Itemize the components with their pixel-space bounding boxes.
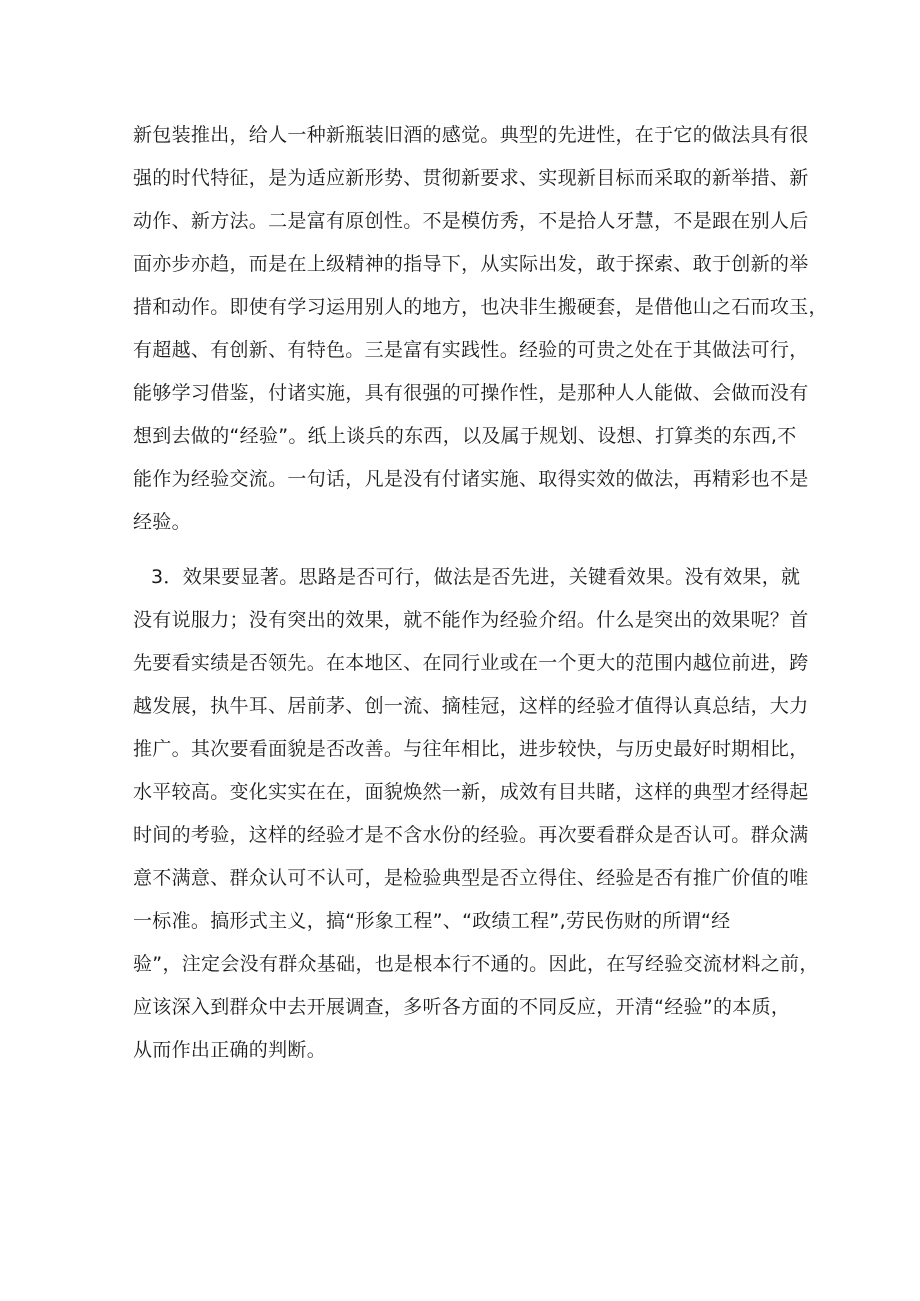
paragraph-2-line-9: 一标准。搞形式主义，搞“形象工程”、“政绩工程”,劳民伤财的所谓“经 [133, 910, 731, 932]
paragraph-2-line-4: 越发展，执牛耳、居前茅、创一流、摘桂冠，这样的经验才值得认真总结，大力 [133, 695, 809, 717]
paragraph-2-line-3: 先要看实绩是否领先。在本地区、在同行业或在一个更大的范围内越位前进，跨 [133, 652, 809, 674]
paragraph-2-line-8: 意不满意、群众认可不认可，是检验典型是否立得住、经验是否有推广价值的唯 [133, 867, 809, 889]
paragraph-2-line-6: 水平较高。变化实实在在，面貌焕然一新，成效有目共睹，这样的典型才经得起 [133, 781, 809, 803]
paragraph-1-line-1: 新包装推出，给人一种新瓶装旧酒的感觉。典型的先进性，在于它的做法具有很 [133, 124, 809, 146]
paragraph-2-line-11: 应该深入到群众中去开展调查，多听各方面的不同反应，开清“经验”的本质， [133, 996, 791, 1018]
paragraph-1-line-6: 有超越、有创新、有特色。三是富有实践性。经验的可贵之处在于其做法可行， [133, 339, 809, 361]
paragraph-2-line-7: 时间的考验，这样的经验才是不含水份的经验。再次要看群众是否认可。群众满 [133, 824, 809, 846]
paragraph-2-line-10: 验”，注定会没有群众基础，也是根本行不通的。因此，在写经验交流材料之前， [133, 953, 819, 975]
paragraph-2-line-12: 从而作出正确的判断。 [133, 1039, 327, 1061]
paragraph-1-line-9: 能作为经验交流。一句话，凡是没有付诸实施、取得实效的做法，再精彩也不是 [133, 468, 809, 490]
paragraph-2-line-5: 推广。其次要看面貌是否改善。与往年相比，进步较快，与历史最好时期相比， [133, 738, 809, 760]
paragraph-1-line-10: 经验。 [133, 511, 191, 533]
paragraph-1-line-8: 想到去做的“经验”。纸上谈兵的东西，以及属于规划、设想、打算类的东西,不 [133, 425, 797, 447]
paragraph-1-line-3: 动作、新方法。二是富有原创性。不是模仿秀，不是拾人牙慧，不是跟在别人后 [133, 210, 809, 232]
paragraph-1-line-2: 强的时代特征，是为适应新形势、贯彻新要求、实现新目标而采取的新举措、新 [133, 167, 809, 189]
paragraph-1-line-7: 能够学习借鉴，付诸实施，具有很强的可操作性，是那种人人能做、会做而没有 [133, 382, 809, 404]
paragraph-2-line-1: 3．效果要显著。思路是否可行，做法是否先进，关键看效果。没有效果，就 [151, 566, 801, 588]
paragraph-1-line-4: 面亦步亦趋，而是在上级精神的指导下，从实际出发，敢于探索、敢于创新的举 [133, 253, 809, 275]
paragraph-1-line-5: 措和动作。即使有学习运用别人的地方，也决非生搬硬套，是借他山之石而攻玉， [133, 296, 828, 318]
paragraph-2-line-2: 没有说服力；没有突出的效果，就不能作为经验介绍。什么是突出的效果呢？首 [133, 609, 809, 631]
